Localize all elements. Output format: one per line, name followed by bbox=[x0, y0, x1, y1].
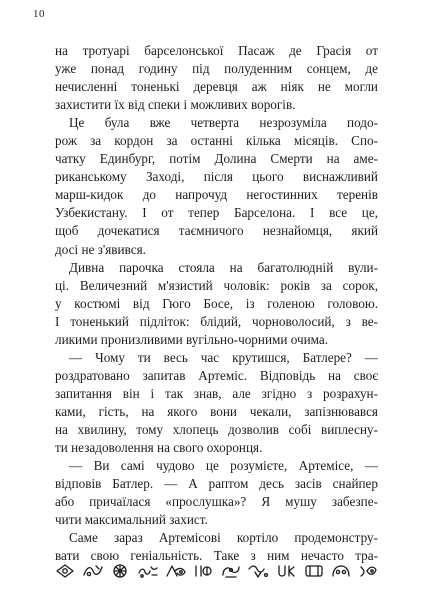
text-line: нечисленні тоненькі деревця аж ніяк не могли bbox=[55, 79, 378, 95]
gnommish-glyph-2-icon bbox=[81, 563, 105, 579]
text-line: Дивна парочка стояла на багатолюдній вули- bbox=[69, 259, 378, 275]
text-line: досі не з'явився. bbox=[55, 241, 146, 257]
gnommish-glyph-7-icon bbox=[219, 563, 243, 579]
text-line: на тротуарі барселонської Пасаж де Грасія от bbox=[55, 43, 378, 58]
text-line: щоб дочекатися таємничого незнайомця, який bbox=[55, 223, 378, 239]
text-line: марш-кидок до напрочуд негостинних теренів bbox=[55, 187, 378, 203]
text-line: риканському Заході, після цього виснажливий bbox=[55, 169, 378, 185]
gnommish-glyph-3-icon bbox=[108, 563, 132, 579]
decorative-glyph-strip bbox=[53, 563, 381, 579]
text-line: або причаїлася «прослушка»? Я мушу забезпе- bbox=[55, 494, 378, 510]
text-line: І тоненький підліток: блідий, чорноволосий, з ве- bbox=[55, 313, 378, 329]
text-line: на хвилину, тому хлопець дозволив собі виплесну- bbox=[55, 421, 378, 437]
text-line: відповів Батлер. — А раптом десь засів снайпер bbox=[55, 476, 378, 492]
text-line: Узбекистану. І от тепер Барселона. І все це, bbox=[55, 205, 378, 221]
text-line: рож за кордон за останні кілька місяців. Спо- bbox=[55, 133, 378, 149]
body-text bbox=[55, 42, 378, 565]
gnommish-glyph-8-icon bbox=[246, 563, 270, 579]
gnommish-glyph-4-icon bbox=[136, 563, 160, 579]
gnommish-glyph-11-icon bbox=[329, 563, 353, 579]
gnommish-glyph-9-icon bbox=[274, 563, 298, 579]
gnommish-glyph-1-icon bbox=[53, 563, 77, 579]
text-line: — Ви самі чудово це розумієте, Артемісе, — bbox=[69, 458, 378, 474]
text-line: у костюмі від Гюго Босе, із голеною головою. bbox=[55, 295, 378, 311]
text-line: чити максимальний захист. bbox=[55, 512, 208, 528]
gnommish-glyph-5-icon bbox=[164, 563, 188, 579]
gnommish-glyph-12-icon bbox=[357, 563, 381, 579]
text-line: чатку Единбург, потім Долина Смерти на аме- bbox=[55, 151, 378, 167]
text-line: вати свою геніальність. Таке з ним нечасто тра- bbox=[55, 548, 378, 564]
text-line: захистити їх від спеки і можливих ворогів. bbox=[55, 97, 296, 113]
gnommish-glyph-6-icon bbox=[191, 563, 215, 579]
text-line: — Чому ти весь час крутишся, Батлере? — bbox=[69, 349, 378, 365]
text-line: ці. Величезний м'язистий чоловік: років за сорок, bbox=[55, 277, 378, 293]
text-line: уже понад годину під полуденним сонцем, де bbox=[55, 61, 378, 77]
text-line: запитання він і так знав, але згідно з розрахун- bbox=[55, 385, 378, 401]
gnommish-glyph-10-icon bbox=[302, 563, 326, 579]
text-line: ти незадоволення на свого охоронця. bbox=[55, 440, 263, 456]
text-line: Саме зараз Артемісові кортіло продемонстру- bbox=[69, 530, 378, 546]
text-line: роздратовано запитав Артеміс. Відповідь на своє bbox=[55, 367, 378, 383]
text-line: Це була вже четверта незрозуміла подо- bbox=[69, 115, 378, 131]
text-line: ками, гість, на якого вони чекали, запізнювався bbox=[55, 403, 378, 419]
page-number: 10 bbox=[33, 8, 45, 20]
text-line: ликими пронизливими вугільно-чорними очима. bbox=[55, 331, 329, 347]
